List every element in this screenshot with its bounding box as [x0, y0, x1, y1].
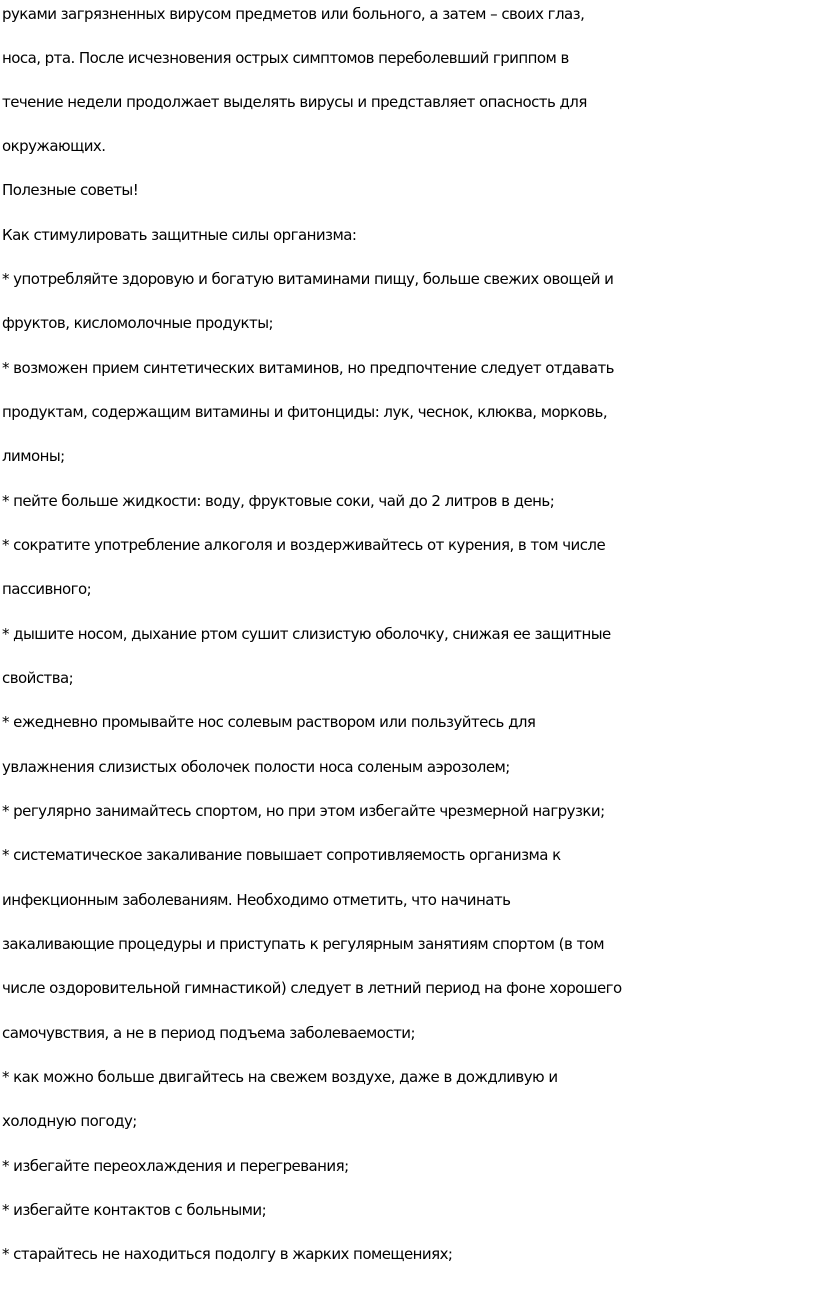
text-line: свойства;	[2, 669, 74, 687]
list-item: * избегайте контактов с больными;	[2, 1201, 267, 1219]
text-line: Как стимулировать защитные силы организма:	[2, 226, 357, 244]
text-line: инфекционным заболеваниям. Необходимо отметить, что начинать	[2, 891, 511, 909]
list-item: * употребляйте здоровую и богатую витаминами пищу, больше свежих овощей и	[2, 270, 614, 288]
text-line: руками загрязненных вирусом предметов или больного, а затем – своих глаз,	[2, 5, 585, 23]
list-item: * старайтесь не находиться подолгу в жарких помещениях;	[2, 1245, 453, 1263]
list-item: * сократите употребление алкоголя и воздерживайтесь от курения, в том числе	[2, 536, 606, 554]
text-line: носа, рта. После исчезновения острых симптомов переболевший гриппом в	[2, 49, 569, 67]
text-line: лимоны;	[2, 447, 65, 465]
list-item: * дышите носом, дыхание ртом сушит слизистую оболочку, снижая ее защитные	[2, 625, 611, 643]
text-line: увлажнения слизистых оболочек полости носа соленым аэрозолем;	[2, 758, 510, 776]
list-item: * как можно больше двигайтесь на свежем воздухе, даже в дождливую и	[2, 1068, 558, 1086]
list-item: * систематическое закаливание повышает сопротивляемость организма к	[2, 846, 561, 864]
list-item: * избегайте переохлаждения и перегревания;	[2, 1157, 349, 1175]
text-line: самочувствия, а не в период подъема заболеваемости;	[2, 1024, 416, 1042]
text-line: продуктам, содержащим витамины и фитонциды: лук, чеснок, клюква, морковь,	[2, 403, 608, 421]
list-item: * возможен прием синтетических витаминов, но предпочтение следует отдавать	[2, 359, 614, 377]
text-line: окружающих.	[2, 137, 106, 155]
list-item: * пейте больше жидкости: воду, фруктовые соки, чай до 2 литров в день;	[2, 492, 555, 510]
section-heading: Полезные советы!	[2, 181, 139, 199]
list-item: * ежедневно промывайте нос солевым раствором или пользуйтесь для	[2, 713, 536, 731]
text-line: числе оздоровительной гимнастикой) следует в летний период на фоне хорошего	[2, 979, 622, 997]
text-line: закаливающие процедуры и приступать к регулярным занятиям спортом (в том	[2, 935, 605, 953]
list-item: * регулярно занимайтесь спортом, но при этом избегайте чрезмерной нагрузки;	[2, 802, 605, 820]
text-line: фруктов, кисломолочные продукты;	[2, 314, 274, 332]
text-line: течение недели продолжает выделять вирусы и представляет опасность для	[2, 93, 587, 111]
text-line: холодную погоду;	[2, 1112, 137, 1130]
text-line: пассивного;	[2, 580, 92, 598]
